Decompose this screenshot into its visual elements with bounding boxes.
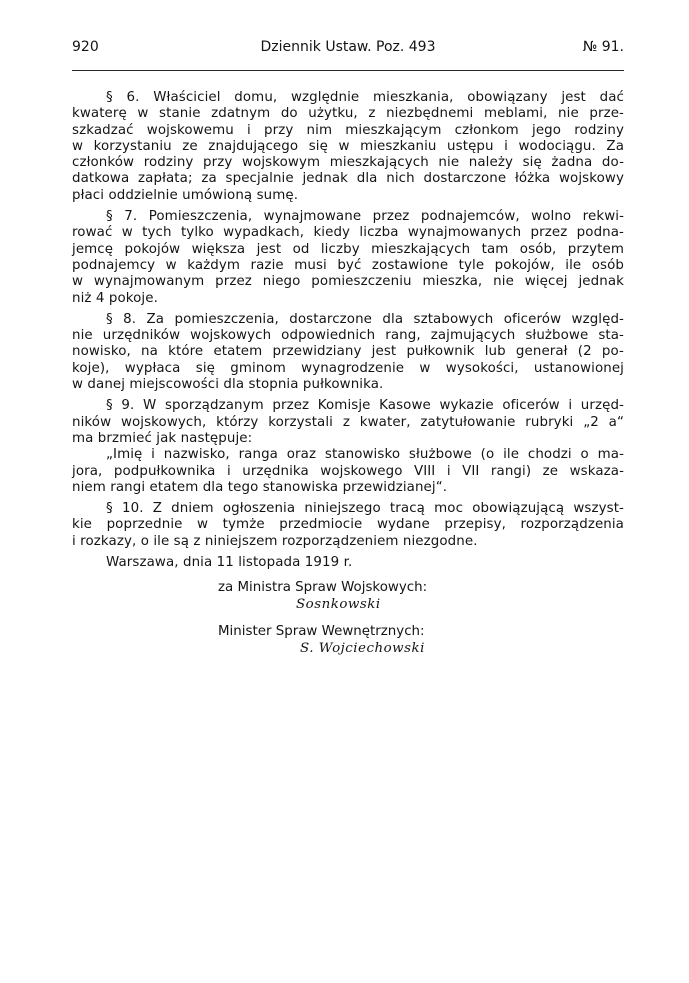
paragraph-section-6	[72, 90, 624, 204]
text-line: i rozkazy, o ile są z niniejszem rozporządzeniem niezgodne.	[72, 533, 478, 549]
text-line: koje), wypłaca się gminom wynagrodzenie w wysokości, ustanowionej	[72, 360, 624, 376]
text-line: § 10. Z dniem ogłoszenia niniejszego tracą moc obowiązującą wszyst-	[106, 501, 624, 517]
text-line: ników wojskowych, którzy korzystali z kwater, zatytułowanie rubryki „2 a“	[72, 414, 624, 430]
text-line: nowisko, na które etatem przewidziany jest pułkownik lub generał (2 po-	[72, 344, 624, 360]
quoted-line: niem rangi etatem dla tego stanowiska przewidzianej“.	[72, 479, 448, 495]
text-line: szkadzać wojskowemu i przy nim mieszkającym członkom jego rodziny	[72, 122, 624, 138]
text-line: członków rodziny przy wojskowym mieszkających nie należy się żadna do-	[72, 155, 624, 171]
signatory-title: Minister Spraw Wewnętrznych:	[218, 624, 425, 639]
issue-number: № 91.	[582, 39, 624, 55]
text-line: § 8. Za pomieszczenia, dostarczone dla sztabowych oficerów względ-	[106, 311, 624, 327]
quoted-line: jora, podpułkownika i urzędnika wojskowego VIII i VII rangi) ze wskaza-	[72, 463, 624, 479]
page-number: 920	[72, 39, 99, 55]
text-line: kie poprzednie w tymże przedmiocie wydane przepisy, rozporządzenia	[72, 517, 624, 533]
page-header	[72, 37, 624, 57]
text-line: płaci oddzielnie umówioną sumę.	[72, 187, 299, 203]
text-line: podnajemcy w każdym razie musi być zostawione tyle pokojów, ile osób	[72, 257, 624, 273]
text-line: w korzystaniu ze znajdującego się w mieszkaniu ustępu i wodociągu. Za	[72, 138, 624, 154]
signatory-title: za Ministra Spraw Wojskowych:	[218, 580, 428, 595]
header-divider	[72, 70, 624, 71]
text-line: ma brzmieć jak następuje:	[72, 430, 253, 446]
text-line: kwaterę w stanie zdatnym do użytku, z niezbędnemi meblami, nie prze-	[72, 106, 624, 122]
text-line: w wynajmowanym przez niego pomieszczeniu mieszka, nie więcej jednak	[72, 274, 624, 290]
text-line: datkowa zapłata; za specjalnie jednak dla nich dostarczone łóżka wojskowy	[72, 171, 624, 187]
text-line: § 9. W sporządzanym przez Komisje Kasowe wykazie oficerów i urzęd-	[106, 398, 624, 414]
signatory-name: Sosnkowski	[296, 597, 381, 612]
text-line: jemcę pokojów większa jest od liczby mieszkających tam osób, przytem	[72, 241, 624, 257]
signatory-name: S. Wojciechowski	[300, 641, 425, 656]
quoted-line: „Imię i nazwisko, ranga oraz stanowisko służbowe (o ile chodzi o ma-	[106, 447, 624, 463]
journal-title: Dziennik Ustaw. Poz. 493	[260, 39, 436, 55]
paragraph-section-8	[72, 312, 624, 393]
text-line: § 7. Pomieszczenia, wynajmowane przez podnajemców, wolno rekwi-	[106, 209, 624, 225]
text-line: nie urzędników wojskowych odpowiednich rang, zajmujących służbowe sta-	[72, 328, 624, 344]
signature-block	[218, 580, 427, 660]
document-body	[72, 90, 624, 575]
paragraph-section-7	[72, 209, 624, 307]
text-line: w danej miejscowości dla stopnia pułkownika.	[72, 377, 384, 393]
text-line: niż 4 pokoje.	[72, 290, 158, 306]
place-and-date: Warszawa, dnia 11 listopada 1919 r.	[106, 555, 353, 571]
text-line: rować w tych tylko wypadkach, kiedy liczba wynajmowanych przez podna-	[72, 225, 624, 241]
paragraph-section-9	[72, 398, 624, 496]
text-line: § 6. Właściciel domu, względnie mieszkania, obowiązany jest dać	[106, 90, 624, 105]
paragraph-section-10	[72, 501, 624, 550]
